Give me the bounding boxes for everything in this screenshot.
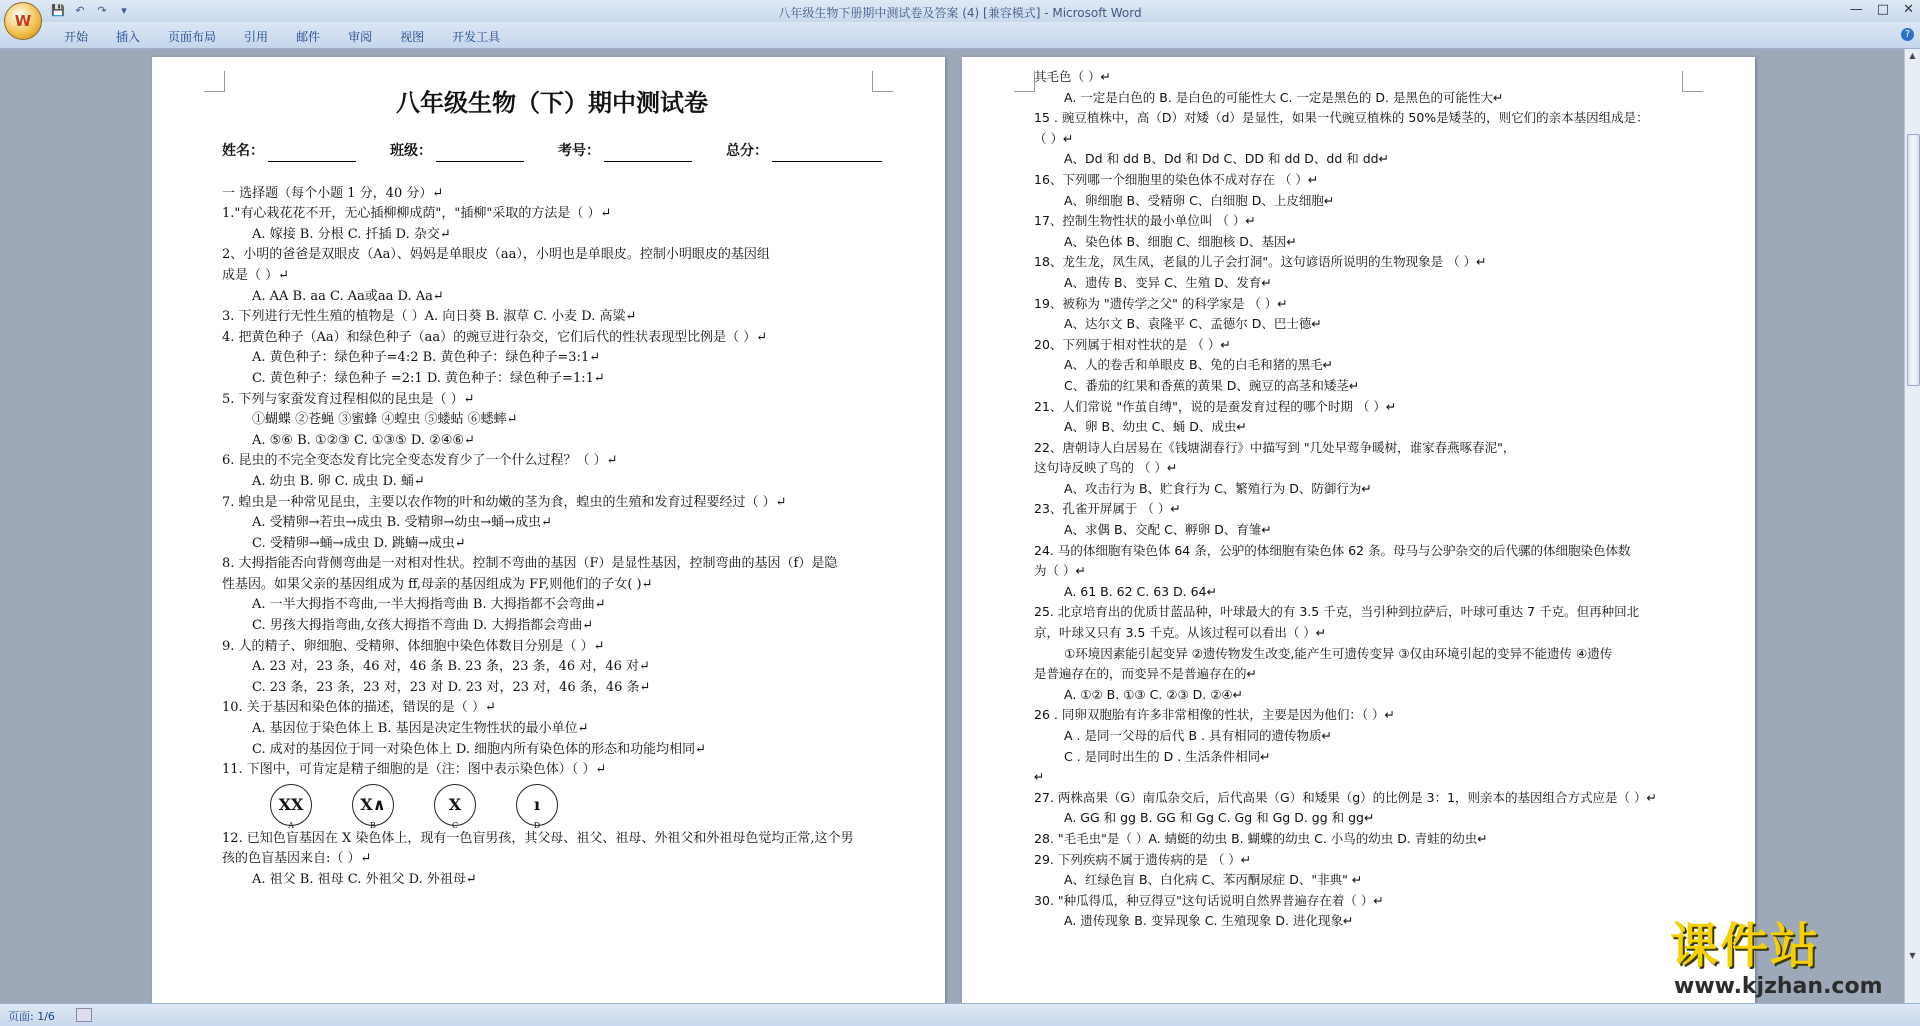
- text-line: 23、孔雀开屏属于 （ ）↵: [1034, 501, 1181, 517]
- text-line: ①环境因素能引起变异 ②遗传物发生改变,能产生可遗传变异 ③仅由环境引起的变异不能遗传 ④遗传: [1064, 645, 1613, 661]
- undo-icon[interactable]: ↶: [75, 4, 85, 17]
- text-line: 18、龙生龙，凤生凤，老鼠的儿子会打洞"。这句谚语所说明的生物现象是 （ ）↵: [1034, 254, 1487, 270]
- window-title: 八年级生物下册期中测试卷及答案 (4) [兼容模式] - Microsoft Word: [778, 6, 1142, 20]
- text-line: A. 一定是白色的 B. 是白色的可能性大 C. 一定是黑色的 D. 是黑色的可能性大↵: [1064, 89, 1504, 105]
- text-line: 这句诗反映了鸟的 （ ）↵: [1034, 460, 1178, 476]
- text-line: A. 一半大拇指不弯曲,一半大拇指弯曲 B. 大拇指都不会弯曲↵: [252, 597, 606, 613]
- text-line: C. 黄色种子：绿色种子 =2:1 D. 黄色种子：绿色种子=1:1↵: [252, 370, 605, 386]
- number-field[interactable]: 考号：: [558, 141, 692, 162]
- student-info-bar: [222, 141, 882, 162]
- class-field[interactable]: 班级：: [390, 141, 524, 162]
- text-line: 10. 关于基因和染色体的描述，错误的是（ ）↵: [222, 700, 496, 716]
- tab-references[interactable]: 引用: [244, 30, 269, 44]
- office-button[interactable]: [4, 2, 42, 40]
- text-line: 16、下列哪一个细胞里的染色体不成对存在 （ ）↵: [1034, 171, 1319, 187]
- text-line: A. AA B. aa C. Aa或aa D. Aa↵: [252, 288, 444, 304]
- text-line: （ ）↵: [1034, 130, 1074, 146]
- text-line: A、求偶 B、交配 C、孵卵 D、育雏↵: [1064, 522, 1272, 538]
- text-line: 为（ ）↵: [1034, 563, 1086, 579]
- cell-diagram-a: XX A: [270, 784, 312, 826]
- text-line: 30. "种瓜得瓜，种豆得豆"这句话说明自然界普遍存在着（ ）↵: [1034, 892, 1384, 908]
- text-line: 19、被称为 "遗传学之父" 的科学家是 （ ）↵: [1034, 295, 1288, 311]
- question-list: [222, 184, 882, 781]
- maximize-button[interactable]: □: [1876, 2, 1890, 17]
- text-line: A、达尔文 B、袁隆平 C、孟德尔 D、巴士德↵: [1064, 316, 1322, 332]
- text-line: A、遗传 B、变异 C、生殖 D、发育↵: [1064, 274, 1272, 290]
- text-line: A、攻击行为 B、贮食行为 C、繁殖行为 D、防御行为↵: [1064, 480, 1372, 496]
- text-line: ①蝴蝶 ②苍蝇 ③蜜蜂 ④蝗虫 ⑤蝼蛄 ⑥蟋蟀↵: [252, 412, 518, 428]
- text-line: A. ①② B. ①③ C. ②③ D. ②④↵: [1064, 686, 1244, 702]
- text-line: 京，叶球又只有 3.5 千克。从该过程可以看出（ ）↵: [1034, 625, 1327, 641]
- text-line: 17、控制生物性状的最小单位叫 （ ）↵: [1034, 213, 1256, 229]
- chromosome-figure: [222, 781, 882, 829]
- page-count[interactable]: 页面: 1/6: [8, 1010, 55, 1023]
- text-line: A. 基因位于染色体上 B. 基因是决定生物性状的最小单位↵: [252, 721, 589, 737]
- document-page-1[interactable]: [152, 57, 945, 1003]
- tab-mailings[interactable]: 邮件: [296, 30, 321, 44]
- close-button[interactable]: ✕: [1903, 2, 1914, 17]
- tab-home[interactable]: 开始: [64, 30, 89, 44]
- score-field[interactable]: 总分：: [726, 141, 882, 162]
- text-line: A. 23 对，23 条，46 对，46 条 B. 23 条，23 条，46 对，46 对↵: [252, 659, 650, 675]
- text-line: 1."有心栽花花不开，无心插柳柳成荫"，"插柳"采取的方法是（ ）↵: [222, 206, 612, 222]
- text-line: 成是（ ）↵: [222, 267, 290, 283]
- question-list-continued: [222, 829, 882, 891]
- text-line: 其毛色（ ）↵: [1034, 69, 1111, 84]
- tab-developer[interactable]: 开发工具: [452, 30, 501, 44]
- text-line: 3. 下列进行无性生殖的植物是（ ）A. 向日葵 B. 淑草 C. 小麦 D. 高粱↵: [222, 309, 637, 325]
- text-line: A、卵细胞 B、受精卵 C、白细胞 D、上皮细胞↵: [1064, 192, 1335, 208]
- text-line: 27. 两株高果（G）南瓜杂交后，后代高果（G）和矮果（g）的比例是 3：1，则亲本的基因组合方式应是（ ）↵: [1034, 789, 1657, 805]
- tab-view[interactable]: 视图: [400, 30, 425, 44]
- status-bar: [0, 1003, 1920, 1026]
- scroll-up-icon[interactable]: ▲: [1909, 51, 1916, 60]
- text-line: 21、人们常说 "作茧自缚"，说的是蚕发育过程的哪个时期 （ ）↵: [1034, 398, 1397, 414]
- text-line: C. 受精卵→蛹→成虫 D. 跳蝻→成虫↵: [252, 535, 466, 551]
- vertical-scrollbar[interactable]: [1904, 49, 1920, 1003]
- name-field[interactable]: 姓名：: [222, 141, 356, 162]
- cell-diagram-b: X∧ B: [352, 784, 394, 826]
- text-line: 11. 下图中，可肯定是精子细胞的是（注：图中表示染色体）（ ）↵: [222, 762, 607, 778]
- document-title: 八年级生物（下）期中测试卷: [396, 89, 708, 117]
- text-line: 20、下列属于相对性状的是 （ ）↵: [1034, 336, 1231, 352]
- text-line: 4. 把黄色种子（Aa）和绿色种子（aa）的豌豆进行杂交，它们后代的性状表现型比例是（ ）↵: [222, 329, 768, 345]
- text-line: A . 是同一父母的后代 B . 具有相同的遗传物质↵: [1064, 728, 1332, 743]
- text-line: 25. 北京培育出的优质甘蓝品种，叶球最大的有 3.5 千克，当引种到拉萨后，叶球可重达 7 千克。但再种回北: [1034, 604, 1640, 620]
- text-line: A. 黄色种子：绿色种子=4:2 B. 黄色种子：绿色种子=3:1↵: [252, 350, 601, 366]
- scroll-thumb[interactable]: [1907, 134, 1920, 386]
- office-logo-icon: W: [14, 12, 32, 30]
- text-line: A、卵 B、幼虫 C、蛹 D、成虫↵: [1064, 419, 1247, 435]
- text-line: ↵: [1034, 769, 1045, 785]
- text-line: A、染色体 B、细胞 C、细胞核 D、基因↵: [1064, 233, 1297, 249]
- page-1-text: [222, 75, 882, 891]
- customize-qat-icon[interactable]: ▾: [121, 4, 127, 17]
- text-line: C、番茄的红果和香蕉的黄果 D、豌豆的高茎和矮茎↵: [1064, 377, 1360, 393]
- text-line: A. ⑤⑥ B. ①②③ C. ①③⑤ D. ②④⑥↵: [252, 432, 475, 448]
- window-controls: [1850, 2, 1914, 17]
- text-line: A. 受精卵→若虫→成虫 B. 受精卵→幼虫→蛹→成虫↵: [252, 515, 552, 531]
- text-line: 是普遍存在的，而变异不是普遍存在的↵: [1034, 666, 1257, 682]
- cell-diagram-c: X C: [434, 784, 476, 826]
- page-2-text: [1034, 67, 1724, 932]
- text-line: A. GG 和 gg B. GG 和 Gg C. Gg 和 Gg D. gg 和 gg↵: [1064, 810, 1375, 826]
- text-line: A. 遗传现象 B. 变异现象 C. 生殖现象 D. 进化现象↵: [1064, 913, 1354, 929]
- text-line: 7. 蝗虫是一种常见昆虫，主要以农作物的叶和幼嫩的茎为食，蝗虫的生殖和发育过程要经过（ ）↵: [222, 494, 787, 510]
- scroll-down-icon[interactable]: ▼: [1909, 951, 1916, 960]
- watermark-logo: 课件站: [1670, 918, 1821, 974]
- document-page-2[interactable]: [962, 57, 1755, 1003]
- watermark: [1670, 918, 1900, 1000]
- text-line: 15 . 豌豆植株中，高（D）对矮（d）是显性，如果一代豌豆植株的 50%是矮茎的，则它们的亲本基因组成是：: [1034, 110, 1649, 126]
- text-line: 24. 马的体细胞有染色体 64 条，公驴的体细胞有染色体 62 条。母马与公驴杂交的后代骡的体细胞染色体数: [1034, 542, 1631, 558]
- ribbon: [0, 22, 1920, 49]
- text-line: 孩的色盲基因来自:（ ）↵: [222, 851, 372, 867]
- text-line: A. 祖父 B. 祖母 C. 外祖父 D. 外祖母↵: [252, 872, 477, 887]
- text-line: 8. 大拇指能否向背侧弯曲是一对相对性状。控制不弯曲的基因（F）是显性基因，控制弯曲的基因（f）是隐: [222, 556, 838, 572]
- text-line: C. 成对的基因位于同一对染色体上 D. 细胞内所有染色体的形态和功能均相同↵: [252, 741, 706, 757]
- text-line: A. 61 B. 62 C. 63 D. 64↵: [1064, 583, 1218, 599]
- text-line: A、红绿色盲 B、白化病 C、苯丙酮尿症 D、"非典" ↵: [1064, 872, 1363, 888]
- text-line: A. 嫁接 B. 分根 C. 扦插 D. 杂交↵: [252, 226, 451, 242]
- save-icon[interactable]: 💾: [51, 4, 65, 17]
- text-line: A、人的卷舌和单眼皮 B、兔的白毛和猪的黑毛↵: [1064, 357, 1334, 373]
- macro-record-icon[interactable]: [76, 1008, 92, 1022]
- text-line: 一 选择题（每个小题 1 分，40 分）↵: [222, 185, 444, 201]
- title-bar: [0, 0, 1920, 22]
- text-line: A、Dd 和 dd B、Dd 和 Dd C、DD 和 dd D、dd 和 dd↵: [1064, 151, 1390, 167]
- text-line: 性基因。如果父亲的基因组成为 ff,母亲的基因组成为 FF,则他们的子女( )↵: [222, 576, 653, 592]
- text-line: 5. 下列与家蚕发育过程相似的昆虫是（ ）↵: [222, 391, 475, 407]
- document-workspace: [0, 49, 1905, 1003]
- text-line: C. 男孩大拇指弯曲,女孩大拇指不弯曲 D. 大拇指都会弯曲↵: [252, 618, 594, 634]
- text-line: C . 是同时出生的 D . 生活条件相同↵: [1064, 748, 1271, 764]
- text-line: 9. 人的精子、卵细胞、受精卵、体细胞中染色体数目分别是（ ）↵: [222, 638, 605, 654]
- text-line: C. 23 条，23 条，23 对，23 对 D. 23 对，23 对，46 条，46 条↵: [252, 679, 651, 695]
- cell-diagram-d: ı D: [516, 784, 558, 826]
- crop-mark: [1014, 71, 1035, 92]
- text-line: 6. 昆虫的不完全变态发育比完全变态发育少了一个什么过程？（ ）↵: [222, 453, 618, 469]
- text-line: 29. 下列疾病不属于遗传病的是 （ ）↵: [1034, 851, 1252, 867]
- tab-page-layout[interactable]: 页面布局: [168, 30, 217, 44]
- minimize-button[interactable]: —: [1849, 2, 1863, 17]
- ribbon-tabs: [50, 28, 514, 45]
- watermark-url: www.kjzhan.com: [1674, 974, 1883, 999]
- tab-insert[interactable]: 插入: [116, 30, 141, 44]
- text-line: 22、唐朝诗人白居易在《钱塘湖春行》中描写到 "几处早莺争暖树，谁家春燕啄春泥"，: [1034, 439, 1516, 455]
- text-line: A. 幼虫 B. 卵 C. 成虫 D. 蛹↵: [252, 473, 425, 489]
- text-line: 12. 已知色盲基因在 X 染色体上，现有一色盲男孩，其父母、祖父、祖母、外祖父和外祖母色觉均正常,这个男: [222, 830, 854, 846]
- text-line: 26 . 同卵双胞胎有许多非常相像的性状，主要是因为他们：（ ）↵: [1034, 707, 1396, 723]
- quick-access-toolbar: [50, 3, 132, 19]
- help-icon[interactable]: ?: [1901, 28, 1914, 41]
- tab-review[interactable]: 审阅: [348, 30, 373, 44]
- text-line: 2、小明的爸爸是双眼皮（Aa）、妈妈是单眼皮（aa），小明也是单眼皮。控制小明眼皮的基因组: [222, 247, 770, 263]
- redo-icon[interactable]: ↷: [97, 4, 107, 17]
- text-line: 28. "毛毛虫"是（ ）A. 蜻蜓的幼虫 B. 蝴蝶的幼虫 C. 小鸟的幼虫 D. 青蛙的幼虫↵: [1034, 830, 1488, 846]
